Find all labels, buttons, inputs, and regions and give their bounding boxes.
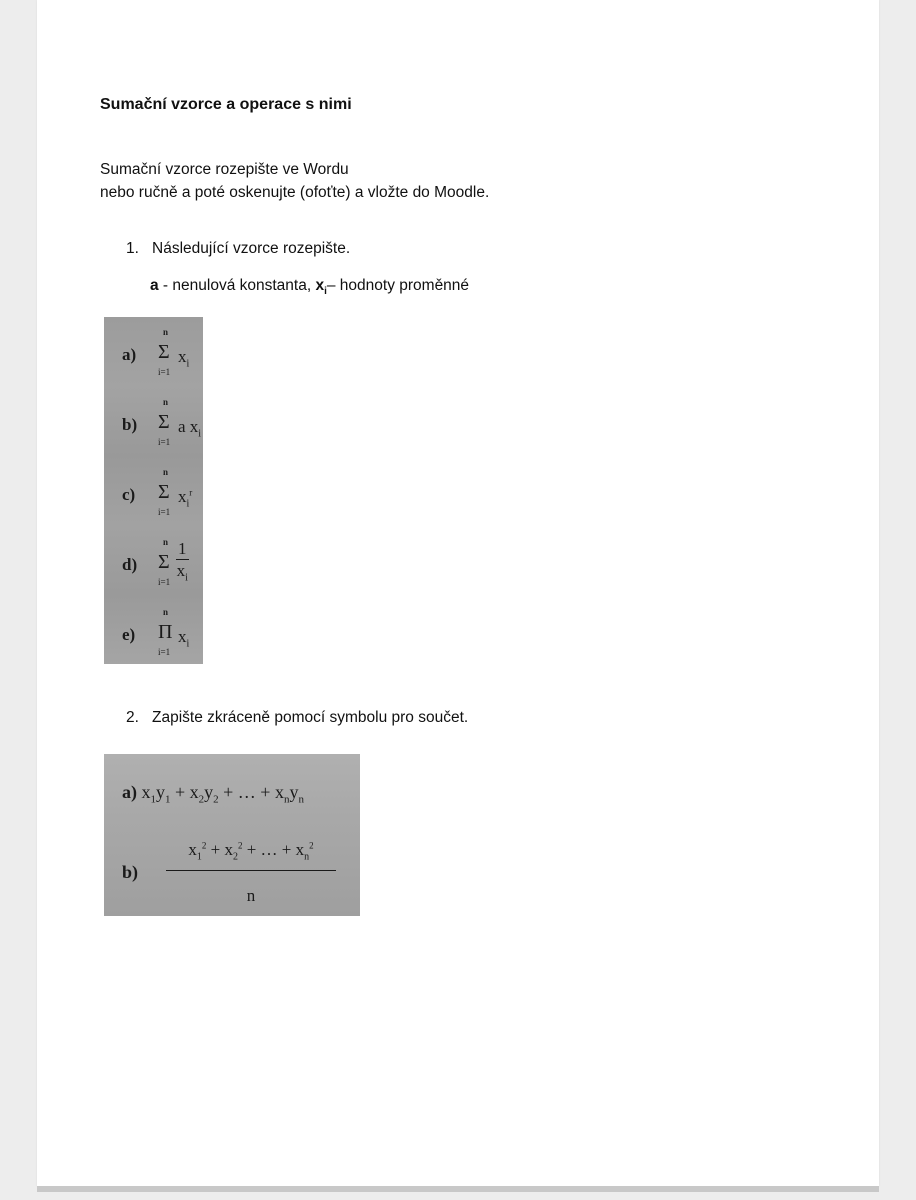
- upper-limit: n: [163, 607, 169, 617]
- sum-operator: Σ: [158, 481, 170, 503]
- lower-limit: i=1: [158, 507, 171, 517]
- question-number: 1.: [126, 240, 139, 257]
- page-title: Sumační vzorce a operace s nimi: [100, 96, 352, 113]
- fraction: [176, 539, 189, 589]
- formula-body: a $x_i$: [178, 417, 202, 440]
- lower-limit: i=1: [158, 367, 171, 377]
- formula-label: e): [122, 625, 136, 644]
- upper-limit: n: [163, 467, 169, 477]
- fraction-numerator: 1: [178, 539, 187, 558]
- formula-scan-image-2: [104, 754, 360, 916]
- upper-limit: n: [163, 327, 169, 337]
- page-bottom-edge: [37, 1186, 879, 1192]
- question-2: [126, 709, 468, 727]
- formula-scan-image-1: [104, 317, 203, 664]
- product-operator: Π: [158, 621, 173, 643]
- fraction-denominator: $x_i$: [176, 561, 188, 584]
- constant-symbol: a: [150, 277, 159, 294]
- expression-b-label: b): [122, 862, 139, 882]
- constant-desc: - nenulová konstanta,: [158, 277, 316, 294]
- formula-label: c): [122, 485, 136, 504]
- formula-body: $x_i^r$: [178, 487, 193, 510]
- question-1: [126, 240, 350, 258]
- formula-label: b): [122, 415, 138, 434]
- formula-label: d): [122, 555, 138, 574]
- lower-limit: i=1: [158, 577, 171, 587]
- lower-limit: i=1: [158, 437, 171, 447]
- question-number: 2.: [126, 709, 139, 726]
- formula-body: $x_i$: [178, 347, 190, 370]
- sum-operator: Σ: [158, 551, 170, 573]
- formula-label: a): [122, 345, 137, 364]
- question-text: Následující vzorce rozepište.: [152, 240, 351, 257]
- expression-a: a) $x_1y_1 + x_2y_2$ + … + $x_ny_n$: [122, 782, 304, 806]
- upper-limit: n: [163, 397, 169, 407]
- formula-e: [122, 605, 202, 661]
- sum-operator: Σ: [158, 341, 170, 363]
- variable-subscript: i: [324, 286, 327, 298]
- upper-limit: n: [163, 537, 169, 547]
- formula-a: [122, 325, 202, 381]
- expression-label: a): [122, 782, 137, 802]
- sum-operator: Σ: [158, 411, 170, 433]
- variable-desc: – hodnoty proměnné: [326, 277, 470, 294]
- question-text: Zapište zkráceně pomocí symbolu pro součet.: [152, 709, 469, 726]
- legend-line: [150, 277, 469, 297]
- expression-b-numerator: $x_1^2 + x_2^2$ + … + $x_n^2$: [166, 840, 336, 871]
- formula-d: [122, 535, 202, 591]
- intro-line-2: nebo ručně a poté oskenujte (ofoťte) a vložte do Moodle.: [100, 184, 490, 201]
- formula-b: [122, 395, 202, 451]
- intro-text: [100, 158, 489, 204]
- expression-b-denominator: n: [246, 886, 256, 905]
- lower-limit: i=1: [158, 647, 171, 657]
- formula-body: $x_i$: [178, 627, 190, 650]
- formula-c: [122, 465, 202, 521]
- variable-symbol: x: [315, 277, 325, 294]
- intro-line-1: Sumační vzorce rozepište ve Wordu: [100, 161, 349, 178]
